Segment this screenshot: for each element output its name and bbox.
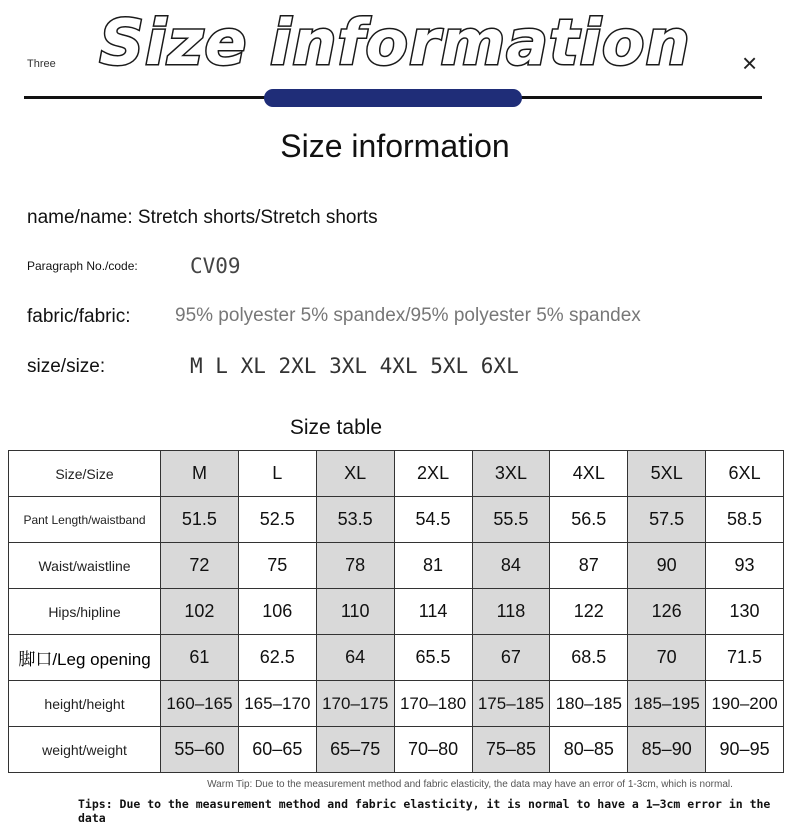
table-row	[9, 543, 784, 589]
warm-tip-note: Warm Tip: Due to the measurement method and fabric elasticity, the data may have an error of 1-3cm, which is normal.	[207, 779, 733, 790]
table-cell: 72	[161, 543, 239, 589]
size-header: 2XL	[394, 451, 472, 497]
table-cell: 126	[628, 589, 706, 635]
table-cell: 114	[394, 589, 472, 635]
row-label: Waist/waistline	[9, 543, 161, 589]
table-cell: 78	[316, 543, 394, 589]
table-cell: 70–80	[394, 727, 472, 773]
table-cell: 170–180	[394, 681, 472, 727]
page-title: Size information	[280, 128, 510, 164]
size-header: 6XL	[706, 451, 784, 497]
size-header: 3XL	[472, 451, 550, 497]
table-cell: 60–65	[238, 727, 316, 773]
row-label: 脚口/Leg opening	[9, 635, 161, 681]
table-cell: 175–185	[472, 681, 550, 727]
row-label: weight/weight	[9, 727, 161, 773]
table-cell: 93	[706, 543, 784, 589]
close-icon[interactable]: ×	[742, 48, 758, 78]
table-cell: 190–200	[706, 681, 784, 727]
size-label: size/size:	[27, 356, 106, 377]
product-name: name/name: Stretch shorts/Stretch shorts	[27, 207, 378, 228]
table-cell: 81	[394, 543, 472, 589]
table-cell: 90	[628, 543, 706, 589]
table-row	[9, 727, 784, 773]
table-cell: 51.5	[161, 497, 239, 543]
table-caption: Size table	[289, 416, 383, 439]
table-cell: 84	[472, 543, 550, 589]
table-cell: 118	[472, 589, 550, 635]
table-cell: 54.5	[394, 497, 472, 543]
table-cell: 55.5	[472, 497, 550, 543]
table-cell: 75	[238, 543, 316, 589]
tips-note: Tips: Due to the measurement method and fabric elasticity, it is normal to have a 1–3cm error in the data	[78, 797, 771, 825]
table-row	[9, 589, 784, 635]
table-cell: 68.5	[550, 635, 628, 681]
size-header: XL	[316, 451, 394, 497]
fabric-label: fabric/fabric:	[27, 306, 131, 327]
table-cell: 62.5	[238, 635, 316, 681]
table-cell: 61	[161, 635, 239, 681]
table-cell: 106	[238, 589, 316, 635]
fabric-value: 95% polyester 5% spandex/95% polyester 5% spandex	[175, 305, 641, 326]
table-row	[9, 497, 784, 543]
size-header: 4XL	[550, 451, 628, 497]
table-cell: 75–85	[472, 727, 550, 773]
table-header-label: Size/Size	[9, 451, 161, 497]
table-cell: 65.5	[394, 635, 472, 681]
table-cell: 71.5	[706, 635, 784, 681]
table-cell: 170–175	[316, 681, 394, 727]
banner-title: Size information	[99, 6, 691, 79]
table-cell: 52.5	[238, 497, 316, 543]
size-header: L	[238, 451, 316, 497]
table-row	[9, 635, 784, 681]
table-cell: 180–185	[550, 681, 628, 727]
table-cell: 64	[316, 635, 394, 681]
table-cell: 56.5	[550, 497, 628, 543]
table-cell: 185–195	[628, 681, 706, 727]
product-code-value: CV09	[190, 254, 241, 278]
table-cell: 130	[706, 589, 784, 635]
table-cell: 87	[550, 543, 628, 589]
size-value: M L XL 2XL 3XL 4XL 5XL 6XL	[190, 354, 519, 378]
table-cell: 53.5	[316, 497, 394, 543]
row-label: height/height	[9, 681, 161, 727]
size-header: M	[161, 451, 239, 497]
table-cell: 57.5	[628, 497, 706, 543]
size-table	[8, 450, 784, 773]
table-row	[9, 681, 784, 727]
size-header: 5XL	[628, 451, 706, 497]
table-cell: 58.5	[706, 497, 784, 543]
table-cell: 122	[550, 589, 628, 635]
row-label: Hips/hipline	[9, 589, 161, 635]
table-header-row	[9, 451, 784, 497]
table-cell: 80–85	[550, 727, 628, 773]
table-cell: 165–170	[238, 681, 316, 727]
table-cell: 102	[161, 589, 239, 635]
table-cell: 67	[472, 635, 550, 681]
table-cell: 70	[628, 635, 706, 681]
table-cell: 160–165	[161, 681, 239, 727]
table-cell: 65–75	[316, 727, 394, 773]
table-cell: 90–95	[706, 727, 784, 773]
table-cell: 55–60	[161, 727, 239, 773]
row-label: Pant Length/waistband	[9, 497, 161, 543]
banner-accent-pill	[264, 89, 522, 107]
banner-left-label: Three	[27, 58, 56, 70]
table-cell: 110	[316, 589, 394, 635]
product-code-label: Paragraph No./code:	[27, 259, 138, 273]
table-cell: 85–90	[628, 727, 706, 773]
